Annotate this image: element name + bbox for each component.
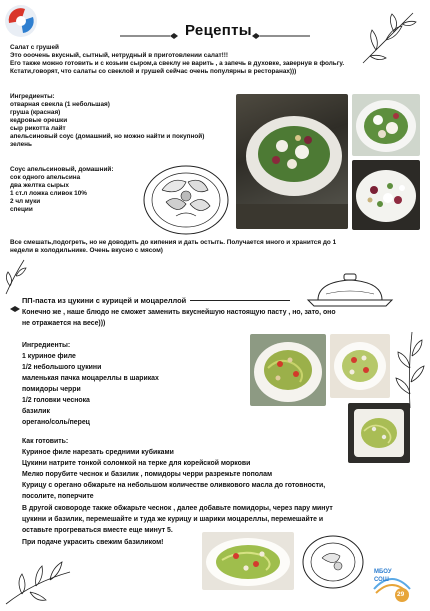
sauce-title: Соус апельсиновый, домашний:	[10, 166, 114, 173]
step-line: Цукини натрите тонкой соломкой на терке для корейской моркови	[22, 460, 251, 467]
sauce-item: два желтка сырых	[10, 182, 69, 189]
recipe1-intro-3: Кстати,говорят, что салаты со свеклой и грушей сейчас очень популярны в ресторанах)))	[10, 68, 297, 75]
step-line: Курицу с орегано обжарьте на небольшом количестве оливкового масла до готовности,	[22, 482, 326, 489]
step-line: оставьте прогреваться вместе еще минут 5.	[22, 527, 173, 534]
recipe1-outro-2: недели в холодильнике. Очень вкусно с мясом)	[10, 247, 163, 254]
recipe1-ingredient: груша (красная)	[10, 109, 61, 116]
recipe2-ingredient: 1 куриное филе	[22, 353, 76, 360]
branch-icon	[2, 256, 28, 301]
page-title: Рецепты	[185, 22, 252, 39]
badge-line1: МБОУ	[374, 569, 392, 575]
school-badge	[370, 563, 414, 603]
recipe1-ingredients-title: Ингредиенты:	[10, 93, 55, 100]
title-ornament-right	[252, 27, 310, 45]
plate-sketch-icon	[300, 530, 366, 595]
recipe2-intro-1: Конечно же , наше блюдо не сможет заменить вкуснейшую настоящую пасту , но, зато, оно	[22, 309, 336, 316]
recipe1-ingredient: сыр рикотта лайт	[10, 125, 66, 132]
step-line: Куриное филе нарезать средними кубиками	[22, 449, 174, 456]
recipe2-name-underline	[190, 300, 290, 301]
recipe2-ingredients-title: Ингредиенты:	[22, 342, 71, 349]
salad-photo-top-right	[352, 94, 420, 156]
sauce-item: сок одного апельсина	[10, 174, 81, 181]
branch-icon	[4, 548, 74, 611]
step-line: В другой сковороде также обжарьте чеснок , далее добавьте помидоры, через пару минут	[22, 505, 333, 512]
step-line: цукини и базилик, перемешайте и туда же курицу и шарики моцареллы, перемешайте и	[22, 516, 324, 523]
badge-line2: СОШ	[374, 577, 389, 583]
recipe2-ornament-left	[10, 299, 20, 317]
recipe2-ingredient: помидоры черри	[22, 386, 81, 393]
recipe1-ingredient: кедровые орешки	[10, 117, 68, 124]
fruit-bowl-sketch-icon	[140, 160, 232, 243]
step-line: При подаче украсить свежим базиликом!	[22, 539, 164, 546]
branch-icon	[392, 330, 426, 415]
steps-title: Как готовить:	[22, 438, 69, 445]
recipe2-intro-2: не отражается на весе)))	[22, 320, 106, 327]
branch-icon	[358, 8, 418, 73]
pasta-plate-photo	[202, 532, 294, 590]
sauce-item: специи	[10, 206, 33, 213]
sauce-item: 2 чл муки	[10, 198, 41, 205]
sauce-item: 1 ст.л ложка сливок 10%	[10, 190, 87, 197]
recipe1-name: Салат с грушей	[10, 44, 59, 51]
recipe2-ingredient: орегано/соль/перец	[22, 419, 90, 426]
badge-number: 29	[397, 591, 405, 598]
salad-photo-bottom-right	[352, 160, 420, 230]
pasta-photo-large	[250, 334, 326, 406]
recipe2-ingredient: маленькая пачка моцареллы в шариках	[22, 375, 159, 382]
recipe1-ingredient: апельсиновый соус (домашний, но можно найти и покупной)	[10, 133, 205, 140]
recipe1-ingredient: отварная свекла (1 небольшая)	[10, 101, 110, 108]
recipe2-ingredient: 1/2 небольшого цукини	[22, 364, 102, 371]
recipe1-intro-1: Это ооочень вкусный, сытный, нетрудный в приготовлении салат!!!	[10, 52, 229, 59]
recipe2-name: ПП-паста из цукини с курицей и моцареллой	[22, 296, 187, 305]
recipe1-outro-1: Все смешать,подогреть, но не доводить до кипения и дать остыть. Получается много и хранится до 1	[10, 239, 337, 246]
school-logo	[3, 3, 39, 39]
recipe2-ingredient: базилик	[22, 408, 50, 415]
recipe1-ingredient: зелень	[10, 141, 32, 148]
recipe2-ingredient: 1/2 головки чеснока	[22, 397, 90, 404]
recipe1-intro-2: Его также можно готовить и с козьим сыром,а свеклу не варить , а запечь в духовке, завернув в фольгу.	[10, 60, 345, 67]
pasta-photo-top-right	[330, 334, 390, 398]
salad-photo-large	[236, 94, 348, 229]
step-line: посолите, поперчите	[22, 493, 94, 500]
title-ornament-left	[120, 27, 178, 45]
step-line: Мелко порубите чеснок и базилик , помидоры черри разрежьте пополам	[22, 471, 273, 478]
